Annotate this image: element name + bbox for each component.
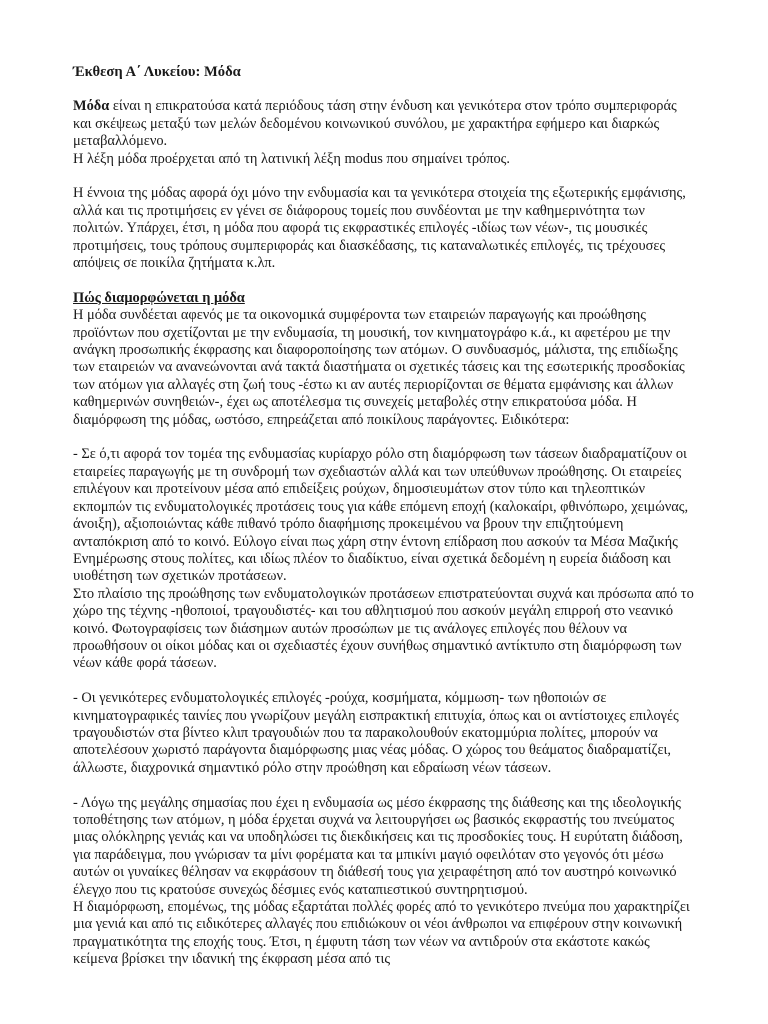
point-3-continuation: Η διαμόρφωση, επομένως, της μόδας εξαρτάται πολλές φορές από το γενικότερο πνεύμα που χαρακτηρίζει μια γενιά και από τις ειδικότερες αλλαγές που επιδιώκουν οι νέοι άνθρωποι να επιφέρουν στην κοινωνική πραγματικότητα της εποχής τους. Έτσι, η έμφυτη τάση των νέων να αντιδρούν στα εκάστοτε κακώς κείμενα βρίσκει την ιδανική της έκφραση μέσα από τις xyxy=(73,899,690,968)
concept-paragraph: Η έννοια της μόδας αφορά όχι μόνο την ενδυμασία και τα γενικότερα στοιχεία της εξωτερικής εμφάνισης, αλλά και τις προτιμήσεις εν γένει σε διάφορους τομείς που συνδέονται με την καθημερινότητα των πολιτών. Υπάρχει, έτσι, η μόδα που αφορά τις εκφραστικές επιλογές -ιδίως των νέων-, τις μουσικές προτιμήσεις, τους τρόπους συμπεριφοράς και διασκέδασης, τις καταναλωτικές επιλογές, τις τρέχουσες απόψεις σε ποικίλα ζητήματα κ.λπ. xyxy=(73,185,686,272)
etymology-paragraph: Η λέξη μόδα προέρχεται από τη λατινική λέξη modus που σημαίνει τρόπος. xyxy=(73,150,510,167)
spacer xyxy=(73,673,698,690)
spacer xyxy=(73,429,698,446)
point-1-paragraph: - Σε ό,τι αφορά τον τομέα της ενδυμασίας κυρίαρχο ρόλο στη διαμόρφωση των τάσεων διαδραματίζουν οι εταιρείες παραγωγής με τη συνδρομή των σχεδιαστών αλλά και των υπεύθυνων προώθησης. Οι εταιρείες επιλέγουν και προτείνουν μέσα από επιδείξεις ρούχων, δημοσιευμάτων στον τύπο και τηλεοπτικών εκπομπών τις ενδυματολογικές προτάσεις τους για κάθε επόμενη εποχή (καλοκαίρι, φθινόπωρο, χειμώνας, άνοιξη), αξιοποιώντας κάθε πιθανό τρόπο διαφήμισης προκειμένου να βρουν την επιζητούμενη ανταπόκριση από το κοινό. Εύλογο είναι πως χάρη στην έντονη επίδραση που ασκούν τα Μέσα Μαζικής Ενημέρωσης στους πολίτες, και ιδίως πλέον το διαδίκτυο, είναι σχετικά δεδομένη η ευρεία διάδοση και υιοθέτηση των σχετικών προτάσεων. xyxy=(73,446,689,585)
document-page xyxy=(73,64,698,969)
point-2-paragraph: - Οι γενικότερες ενδυματολογικές επιλογές -ρούχα, κοσμήματα, κόμμωση- των ηθοποιών σε κινηματογραφικές ταινίες που γνωρίζουν μεγάλη εισπρακτική επιτυχία, όπως και οι αντίστοιχες επιλογές τραγουδιστών στα βίντεο κλιπ τραγουδιών που τα παρακολουθούν εκατομμύρια πολίτες, μπορούν να αποτελέσουν χωριστό παράγοντα διαμόρφωσης μιας νέας μόδας. Ο χώρος του θεάματος διαδραματίζει, άλλωστε, διαχρονικά σημαντικό ρόλο στην προώθηση και εδραίωση νέων τάσεων. xyxy=(73,690,679,776)
spacer xyxy=(73,168,698,185)
point-3-paragraph: - Λόγω της μεγάλης σημασίας που έχει η ενδυμασία ως μέσο έκφρασης της διάθεσης και της ιδεολογικής τοποθέτησης των ατόμων, η μόδα έρχεται συχνά να λειτουργήσει ως βασικός εκφραστής του πνεύματος μιας ολόκληρης γενιάς και να υποδηλώσει τις διεκδικήσεις και τις προσδοκίες τους. Η ευρύτατη διάδοση, για παράδειγμα, που γνώρισαν τα μίνι φορέματα και τα μπικίνι μαγιό οφειλόταν στο γεγονός ότι μέσω αυτών οι γυναίκες θέλησαν να εκφράσουν τη διάθεσή τους για χειραφέτηση από τον αυστηρό κοινωνικό έλεγχο που τις κρατούσε συνεχώς δέσμιες ενός καταπιεστικού συντηρητισμού. xyxy=(73,794,683,898)
section-intro-paragraph: Η μόδα συνδέεται αφενός με τα οικονομικά συμφέροντα των εταιρειών παραγωγής και προώθησης προϊόντων που σχετίζονται με την ενδυμασία, τη μουσική, τον κινηματογράφο κ.ά., κι αφετέρου με την ανάγκη προσωπικής έκφρασης και διαφοροποίησης των ατόμων. Ο συνδυασμός, μάλιστα, της επιδίωξης των εταιρειών να ανανεώνονται ανά τακτά διαστήματα οι σχετικές τάσεις και της εσωτερικής προσδοκίας των ατόμων για αλλαγές στη ζωή τους -έστω κι αν αυτές περιορίζονται σε θέματα εμφάνισης και άλλων καθημερινών συνηθειών-, έχει ως αποτέλεσμα τις συνεχείς μεταβολές στην επικρατούσα μόδα. Η διαμόρφωση της μόδας, ωστόσο, επηρεάζεται από ποικίλους παράγοντες. Ειδικότερα: xyxy=(73,307,685,428)
intro-paragraph xyxy=(73,98,698,150)
spacer xyxy=(73,777,698,794)
document-title: Έκθεση Α΄ Λυκείου: Μόδα xyxy=(73,64,241,80)
intro-definition: είναι η επικρατούσα κατά περιόδους τάση στην ένδυση και γενικότερα στον τρόπο συμπεριφοράς και σκέψεως μεταξύ των μελών δεδομένου κοινωνικού συνόλου, με χαρακτήρα εφήμερο και διαρκώς μεταβαλλόμενο. xyxy=(73,98,677,150)
intro-term: Μόδα xyxy=(73,98,110,115)
section-heading: Πώς διαμορφώνεται η μόδα xyxy=(73,289,245,306)
point-1-continuation: Στο πλαίσιο της προώθησης των ενδυματολογικών προτάσεων επιστρατεύονται συχνά και πρόσωπα από το χώρο της τέχνης -ηθοποιοί, τραγουδιστές- και του αθλητισμού που ασκούν μεγάλη επιρροή στο νεανικό κοινό. Φωτογραφίσεις των διάσημων αυτών προσώπων με τις ανάλογες επιλογές που θέλουν να προωθήσουν οι οίκοι μόδας και οι σχεδιαστές έχουν συνήθως σημαντικό αντίκτυπο στη διαμόρφωση των νέων κάθε φορά τάσεων. xyxy=(73,585,694,672)
spacer xyxy=(73,272,698,289)
